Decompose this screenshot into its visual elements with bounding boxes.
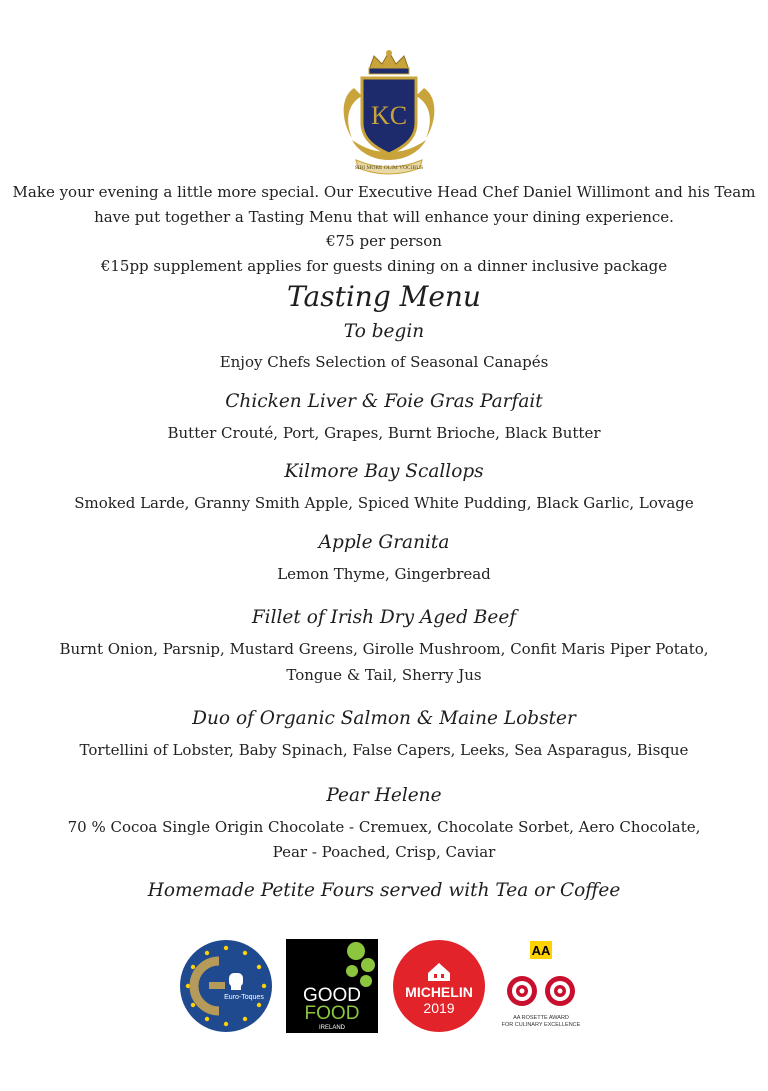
course-description: Lemon Thyme, Gingerbread	[277, 565, 491, 583]
eurotoques-label: Euro-Toques	[224, 994, 264, 1001]
aa-caption-2: FOR CULINARY EXCELLENCE	[501, 1022, 581, 1028]
price-per-person: €75 per person	[326, 232, 442, 250]
course-description: Smoked Larde, Granny Smith Apple, Spiced White Pudding, Black Garlic, Lovage	[74, 494, 694, 512]
eurotoques-logo	[179, 939, 273, 1033]
intro-line-1: Make your evening a little more special. Our Executive Head Chef Daniel Willimont and his Team	[12, 183, 756, 201]
rosette-icon	[545, 976, 575, 1006]
closing-note: Homemade Petite Fours served with Tea or Coffee	[147, 880, 621, 901]
michelin-2019-logo	[392, 939, 486, 1033]
goodfood-line-1: GOOD	[302, 985, 362, 1006]
course-description: Pear - Poached, Crisp, Caviar	[272, 843, 496, 861]
aa-caption-1: AA ROSETTE AWARD	[513, 1015, 569, 1021]
intro-line-2: have put together a Tasting Menu that will enhance your dining experience.	[94, 208, 674, 226]
course-name: Pear Helene	[326, 785, 442, 806]
menu-title: Tasting Menu	[287, 280, 481, 313]
aa-badge-text: AA	[531, 943, 551, 958]
course-description: Burnt Onion, Parsnip, Mustard Greens, Girolle Mushroom, Confit Maris Piper Potato,	[59, 640, 709, 658]
course-name: Duo of Organic Salmon & Maine Lobster	[192, 708, 576, 729]
rosette-icon	[507, 976, 537, 1006]
course-name: Chicken Liver & Foie Gras Parfait	[225, 391, 543, 412]
michelin-year: 2019	[423, 1000, 455, 1016]
course-description: Enjoy Chefs Selection of Seasonal Canapés	[219, 353, 549, 371]
crest-monogram: KC	[370, 101, 408, 130]
good-food-ireland-logo	[286, 939, 378, 1033]
course-description: Butter Crouté, Port, Grapes, Burnt Brioche, Black Butter	[167, 424, 601, 442]
crest-motto: SIBI MORE OLIM VOCIBUS	[354, 165, 424, 171]
course-description: 70 % Cocoa Single Origin Chocolate - Cremuex, Chocolate Sorbet, Aero Chocolate,	[67, 818, 701, 836]
aa-rosette-logo	[498, 939, 588, 1033]
course-name: To begin	[343, 321, 425, 342]
course-name: Kilmore Bay Scallops	[284, 461, 484, 482]
course-name: Fillet of Irish Dry Aged Beef	[251, 607, 517, 628]
course-description: Tongue & Tail, Sherry Jus	[286, 666, 482, 684]
goodfood-line-2: FOOD	[304, 1003, 360, 1024]
course-name: Apple Granita	[318, 532, 450, 553]
michelin-name: MICHELIN	[405, 984, 473, 1000]
kc-crest-logo	[334, 48, 444, 178]
course-description: Tortellini of Lobster, Baby Spinach, False Capers, Leeks, Sea Asparagus, Bisque	[79, 741, 689, 759]
goodfood-line-3: IRELAND	[318, 1025, 346, 1031]
supplement-note: €15pp supplement applies for guests dining on a dinner inclusive package	[100, 257, 668, 275]
